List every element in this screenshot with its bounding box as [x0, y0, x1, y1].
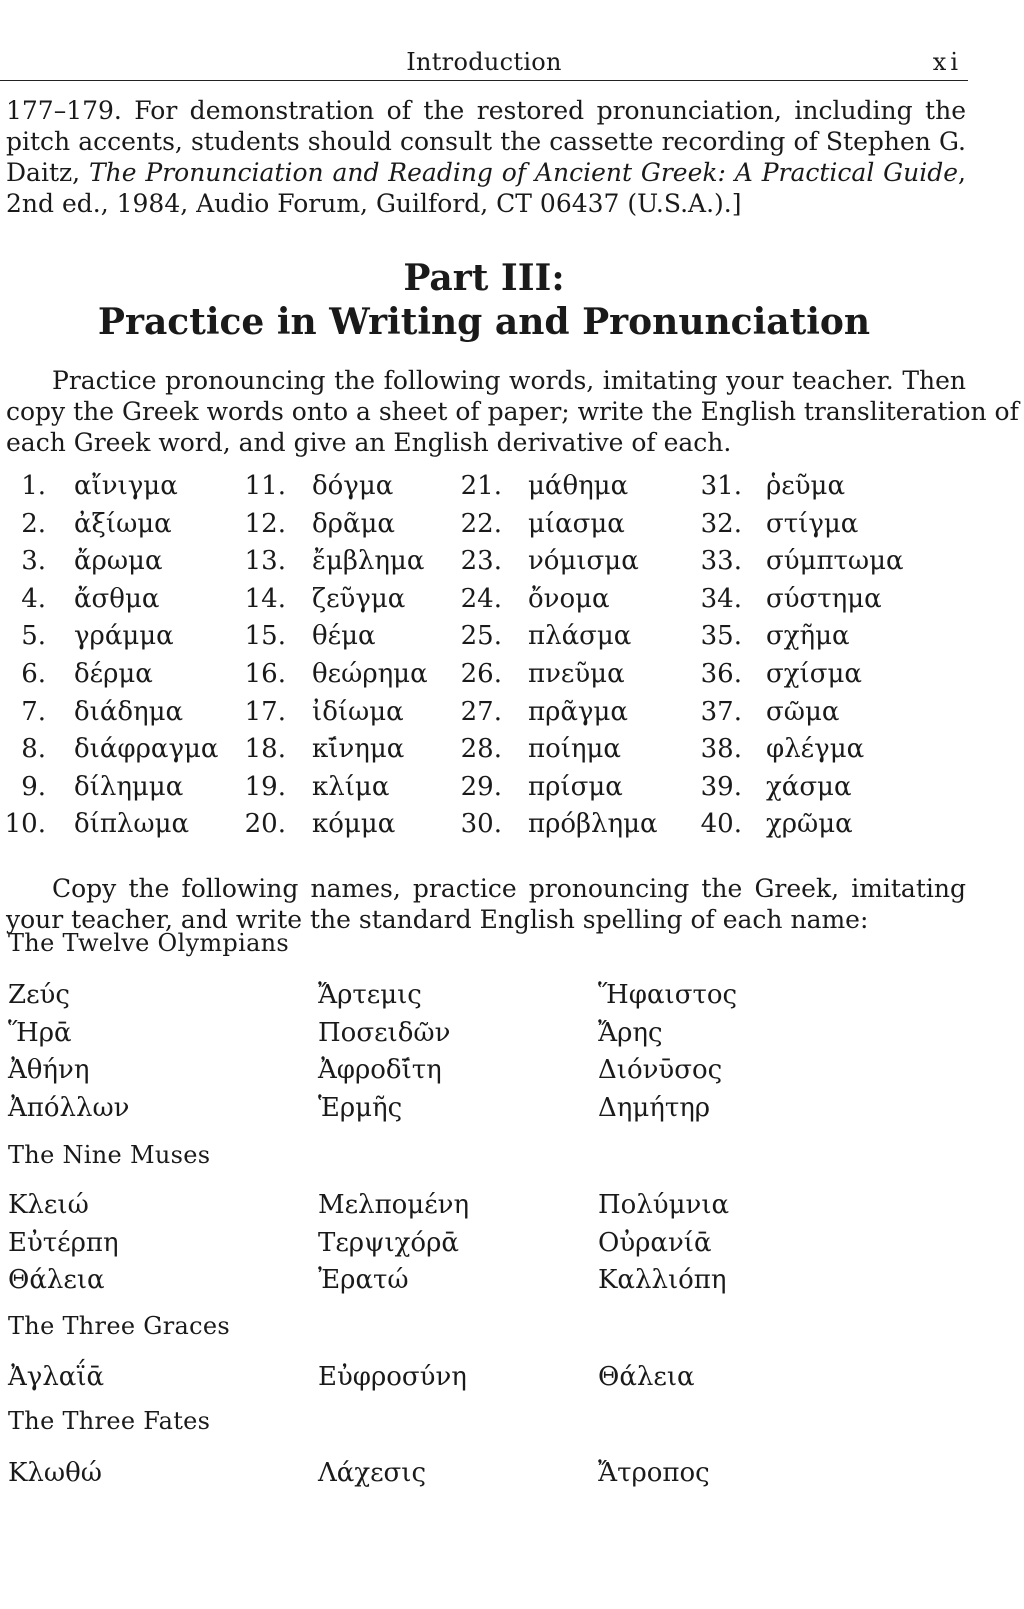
vocab-word: δίλημμα	[74, 771, 184, 802]
vocab-number: 38.	[700, 734, 742, 765]
vocab-word: ἔμβλημα	[312, 546, 425, 577]
vocab-number: 8.	[21, 734, 46, 765]
vocab-word: κόμμα	[312, 809, 396, 840]
fates-name: Κλωθώ	[8, 1458, 102, 1488]
vocab-word: σύστημα	[766, 583, 882, 614]
vocab-number: 37.	[700, 696, 742, 727]
running-head	[0, 46, 968, 81]
muses-name: Κλειώ	[8, 1190, 89, 1220]
instructions-line: Practice pronouncing the following words, imitating your teacher. Then	[52, 366, 966, 395]
olympians-name: Ἄρης	[598, 1017, 663, 1048]
vocab-number: 5.	[21, 621, 46, 652]
vocab-word: δρᾶμα	[312, 508, 395, 539]
vocab-word: ἰδίωμα	[312, 696, 404, 727]
vocab-word: πλάσμα	[528, 621, 632, 652]
vocab-word: θεώρημα	[312, 659, 428, 689]
vocab-number: 11.	[244, 471, 286, 501]
vocab-number: 18.	[244, 734, 286, 765]
fates-heading: The Three Fates	[8, 1407, 211, 1435]
vocab-word: σχῆμα	[766, 621, 850, 652]
vocab-number: 35.	[700, 621, 742, 652]
vocab-word: ἄρωμα	[74, 546, 163, 577]
olympians-name: Ἥρᾱ	[8, 1017, 72, 1048]
vocab-number: 27.	[460, 696, 502, 727]
vocab-word: πρᾶγμα	[528, 696, 628, 727]
vocab-number: 33.	[700, 546, 742, 577]
graces-heading: The Three Graces	[8, 1312, 230, 1340]
olympians-name: Ἀθήνη	[8, 1055, 90, 1085]
vocab-number: 7.	[21, 696, 46, 727]
muses-name: Πολύμνια	[598, 1190, 730, 1220]
vocab-number: 17.	[244, 696, 286, 727]
muses-name: Θάλεια	[8, 1265, 105, 1295]
vocab-word: ὄνομα	[528, 583, 610, 614]
vocab-number: 10.	[4, 809, 46, 840]
olympians-name: Ἑρμῆς	[318, 1092, 403, 1123]
vocab-word: σχίσμα	[766, 659, 862, 689]
vocab-word: θέμα	[312, 621, 376, 652]
part-heading: Part III:	[403, 257, 565, 299]
intro-line: Daitz, The Pronunciation and Reading of Ancient Greek: A Practical Guide,	[6, 158, 966, 187]
vocab-word: δίπλωμα	[74, 809, 190, 840]
fates-name: Ἄτροπος	[598, 1458, 710, 1488]
muses-name: Εὐτέρπη	[8, 1227, 119, 1258]
vocab-number: 12.	[244, 508, 286, 539]
olympians-name: Ζεύς	[8, 980, 70, 1010]
graces-name: Θάλεια	[598, 1362, 695, 1392]
intro-line: 177–179. For demonstration of the restored pronunciation, including the	[6, 96, 966, 125]
vocabulary-list	[0, 467, 968, 857]
vocab-number: 29.	[460, 771, 502, 802]
vocab-number: 6.	[21, 659, 46, 689]
olympians-name: Δημήτηρ	[598, 1092, 711, 1123]
vocab-number: 21.	[460, 471, 502, 501]
vocab-word: δόγμα	[312, 471, 394, 501]
vocab-word: μάθημα	[528, 471, 629, 501]
vocab-number: 23.	[460, 546, 502, 577]
muses-name: Τερψιχόρᾱ	[318, 1227, 459, 1258]
vocab-word: ἄσθμα	[74, 583, 160, 614]
olympians-name: Ποσειδῶν	[318, 1017, 451, 1048]
muses-name: Μελπομένη	[318, 1190, 470, 1220]
muses-name: Ἐρατώ	[318, 1265, 409, 1295]
muses-name: Καλλιόπη	[598, 1265, 727, 1295]
vocab-word: μίασμα	[528, 508, 625, 539]
olympians-name: Ἥφαιστος	[598, 980, 738, 1010]
vocab-word: ἀξίωμα	[74, 508, 172, 539]
vocab-word: διάδημα	[74, 696, 184, 727]
vocab-number: 36.	[700, 659, 742, 689]
vocab-number: 30.	[460, 809, 502, 840]
vocab-number: 22.	[460, 508, 502, 539]
names-instructions-line: Copy the following names, practice pronouncing the Greek, imitating	[52, 874, 966, 903]
vocab-word: διάφραγμα	[74, 734, 219, 765]
vocab-word: πρίσμα	[528, 771, 623, 802]
names-instructions-line: your teacher, and write the standard English spelling of each name:	[6, 905, 869, 934]
instructions-paragraph	[6, 365, 1019, 458]
vocab-number: 3.	[21, 546, 46, 577]
olympians-name: Διόνῡσος	[598, 1055, 723, 1085]
vocab-number: 32.	[700, 508, 742, 539]
vocab-number: 39.	[700, 771, 742, 802]
olympians-name: Ἀφροδῑ́τη	[318, 1055, 442, 1085]
names-instructions	[6, 873, 966, 935]
intro-paragraph	[6, 95, 966, 219]
vocab-word: γράμμα	[74, 621, 174, 652]
vocab-number: 14.	[244, 583, 286, 614]
olympians-name: Ἀπόλλων	[8, 1092, 130, 1123]
vocab-number: 34.	[700, 583, 742, 614]
vocab-word: ποίημα	[528, 734, 621, 765]
vocab-word: νόμισμα	[528, 546, 639, 577]
vocab-word: φλέγμα	[766, 734, 865, 765]
vocab-number: 9.	[21, 771, 46, 802]
vocab-number: 19.	[244, 771, 286, 802]
vocab-word: δέρμα	[74, 659, 153, 689]
vocab-number: 20.	[244, 809, 286, 840]
vocab-number: 24.	[460, 583, 502, 614]
vocab-word: πρόβλημα	[528, 809, 658, 840]
vocab-number: 15.	[244, 621, 286, 652]
vocab-word: πνεῦμα	[528, 659, 625, 689]
vocab-number: 28.	[460, 734, 502, 765]
instructions-line: each Greek word, and give an English derivative of each.	[6, 428, 732, 457]
intro-line: pitch accents, students should consult the cassette recording of Stephen G.	[6, 127, 966, 156]
vocab-number: 4.	[21, 583, 46, 614]
vocab-word: ζεῦγμα	[312, 583, 406, 614]
vocab-word: κῑ́νημα	[312, 734, 405, 765]
vocab-word: ῥεῦμα	[766, 471, 846, 501]
running-head-title: Introduction	[406, 48, 562, 76]
vocab-word: σύμπτωμα	[766, 546, 904, 577]
vocab-word: χάσμα	[766, 771, 852, 802]
muses-name: Οὐρανίᾱ	[598, 1227, 712, 1258]
page-number: xi	[932, 48, 962, 76]
muses-heading: The Nine Muses	[8, 1141, 211, 1169]
instructions-line: copy the Greek words onto a sheet of paper; write the English transliteration of	[6, 397, 1019, 426]
book-title: The Pronunciation and Reading of Ancient Greek: A Practical Guide	[88, 158, 959, 187]
part-subheading: Practice in Writing and Pronunciation	[97, 301, 871, 343]
graces-name: Ἀγλαΐᾱ	[8, 1362, 105, 1392]
fates-name: Λάχεσις	[318, 1458, 427, 1488]
vocab-number: 1.	[21, 471, 46, 501]
vocab-word: στίγμα	[766, 508, 859, 539]
vocab-number: 13.	[244, 546, 286, 577]
vocab-number: 31.	[700, 471, 742, 501]
vocab-word: χρῶμα	[766, 809, 853, 840]
vocab-number: 16.	[244, 659, 286, 689]
vocab-number: 2.	[21, 508, 46, 539]
olympians-heading: The Twelve Olympians	[8, 929, 290, 957]
vocab-word: κλίμα	[312, 771, 390, 802]
vocab-number: 26.	[460, 659, 502, 689]
vocab-number: 40.	[700, 809, 742, 840]
intro-line: 2nd ed., 1984, Audio Forum, Guilford, CT 06437 (U.S.A.).]	[6, 189, 742, 218]
graces-name: Εὐφροσύνη	[318, 1362, 467, 1392]
vocab-number: 25.	[460, 621, 502, 652]
vocab-word: αἴνιγμα	[74, 471, 178, 501]
vocab-word: σῶμα	[766, 696, 840, 727]
olympians-name: Ἄρτεμις	[318, 980, 422, 1010]
